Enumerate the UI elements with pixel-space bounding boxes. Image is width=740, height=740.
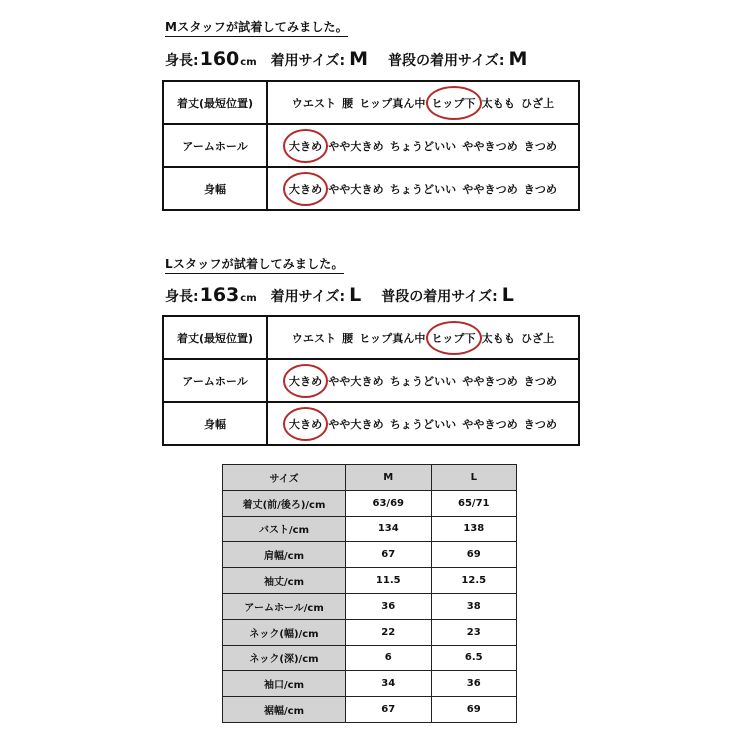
fit-row bbox=[163, 316, 579, 359]
fit-option: 太もも bbox=[481, 96, 515, 110]
fit-option: ウエスト bbox=[291, 96, 337, 110]
fit-row-options bbox=[267, 167, 579, 210]
fit-row-options bbox=[267, 124, 579, 167]
fit-option-selected: 大きめ bbox=[288, 182, 323, 196]
fit-option: やや大きめ bbox=[328, 139, 384, 153]
fit-option: ややきつめ bbox=[462, 417, 518, 431]
size-cell: 36 bbox=[346, 593, 432, 619]
size-cell: 67 bbox=[346, 542, 432, 568]
size-cell: 36 bbox=[431, 671, 517, 697]
size-row-label: 着丈(前/後ろ)/cm bbox=[223, 490, 346, 516]
size-row bbox=[223, 516, 517, 542]
fit-option: 腰 bbox=[342, 96, 354, 110]
fit-option: きつめ bbox=[523, 417, 558, 431]
size-cell: 67 bbox=[346, 697, 432, 723]
l-height-unit: cm bbox=[240, 293, 257, 304]
fit-option: やや大きめ bbox=[328, 182, 384, 196]
l-usual-value: L bbox=[501, 284, 514, 306]
fit-row-label: 着丈(最短位置) bbox=[163, 316, 267, 359]
size-table bbox=[222, 464, 517, 723]
size-header-cell: L bbox=[431, 465, 517, 491]
fit-row-label: 着丈(最短位置) bbox=[163, 81, 267, 124]
fit-option-selected: 大きめ bbox=[288, 374, 323, 388]
fit-option-selected: 大きめ bbox=[288, 417, 323, 431]
size-row bbox=[223, 542, 517, 568]
size-row-label: 袖口/cm bbox=[223, 671, 346, 697]
l-fit-table bbox=[162, 315, 580, 446]
l-staff-stats bbox=[165, 284, 534, 306]
size-row bbox=[223, 593, 517, 619]
fit-option: きつめ bbox=[523, 182, 558, 196]
m-fit-table bbox=[162, 80, 580, 211]
m-usual-value: M bbox=[508, 48, 528, 70]
size-row-label: バスト/cm bbox=[223, 516, 346, 542]
size-cell: 69 bbox=[431, 542, 517, 568]
fit-row-options bbox=[267, 402, 579, 445]
size-cell: 38 bbox=[431, 593, 517, 619]
fit-option: ややきつめ bbox=[462, 374, 518, 388]
size-cell: 34 bbox=[346, 671, 432, 697]
fit-option: ややきつめ bbox=[462, 182, 518, 196]
fit-option: やや大きめ bbox=[328, 374, 384, 388]
m-height-value: 160 bbox=[199, 48, 240, 70]
fit-row-label: アームホール bbox=[163, 124, 267, 167]
fit-option-selected: ヒップ下 bbox=[431, 96, 476, 110]
l-height-label: 身長: bbox=[165, 289, 199, 305]
size-header-cell: M bbox=[346, 465, 432, 491]
fit-row-options bbox=[267, 81, 579, 124]
fit-option: ヒップ真ん中 bbox=[359, 96, 426, 110]
size-row bbox=[223, 645, 517, 671]
size-row bbox=[223, 490, 517, 516]
size-row-label: ネック(幅)/cm bbox=[223, 619, 346, 645]
l-worn-label: 着用サイズ: bbox=[270, 289, 346, 305]
fit-row bbox=[163, 124, 579, 167]
fit-option: ちょうどいい bbox=[389, 417, 457, 431]
fit-row bbox=[163, 359, 579, 402]
m-height-unit: cm bbox=[240, 57, 257, 68]
fit-option: ひざ上 bbox=[520, 331, 555, 345]
size-header-row bbox=[223, 465, 517, 491]
l-staff-heading: Lスタッフが試着してみました。 bbox=[165, 255, 344, 274]
fit-option-selected: 大きめ bbox=[288, 139, 323, 153]
size-cell: 22 bbox=[346, 619, 432, 645]
size-cell: 65/71 bbox=[431, 490, 517, 516]
size-cell: 11.5 bbox=[346, 568, 432, 594]
l-worn-value: L bbox=[349, 284, 362, 306]
fit-option: きつめ bbox=[523, 139, 558, 153]
m-staff-heading: Mスタッフが試着してみました。 bbox=[165, 18, 348, 37]
size-row bbox=[223, 619, 517, 645]
fit-option: やや大きめ bbox=[328, 417, 384, 431]
fit-row-label: 身幅 bbox=[163, 402, 267, 445]
m-worn-label: 着用サイズ: bbox=[270, 53, 346, 69]
fit-option: きつめ bbox=[523, 374, 558, 388]
fit-row bbox=[163, 402, 579, 445]
l-height-value: 163 bbox=[199, 284, 240, 306]
size-row bbox=[223, 671, 517, 697]
size-cell: 6 bbox=[346, 645, 432, 671]
m-height-label: 身長: bbox=[165, 53, 199, 69]
size-row-label: 裾幅/cm bbox=[223, 697, 346, 723]
l-usual-label: 普段の着用サイズ: bbox=[381, 289, 498, 305]
fit-option: ややきつめ bbox=[462, 139, 518, 153]
fit-row bbox=[163, 167, 579, 210]
fit-row-options bbox=[267, 359, 579, 402]
size-cell: 6.5 bbox=[431, 645, 517, 671]
fit-row-options bbox=[267, 316, 579, 359]
fit-option: 太もも bbox=[481, 331, 515, 345]
fit-option: 腰 bbox=[342, 331, 354, 345]
m-usual-label: 普段の着用サイズ: bbox=[388, 53, 505, 69]
size-row bbox=[223, 697, 517, 723]
size-row-label: アームホール/cm bbox=[223, 593, 346, 619]
fit-option: ヒップ真ん中 bbox=[359, 331, 426, 345]
size-row-label: 袖丈/cm bbox=[223, 568, 346, 594]
fit-option: ちょうどいい bbox=[389, 139, 457, 153]
size-cell: 138 bbox=[431, 516, 517, 542]
fit-row bbox=[163, 81, 579, 124]
size-cell: 134 bbox=[346, 516, 432, 542]
size-cell: 23 bbox=[431, 619, 517, 645]
size-row-label: ネック(深)/cm bbox=[223, 645, 346, 671]
m-worn-value: M bbox=[349, 48, 369, 70]
size-header-cell: サイズ bbox=[223, 465, 346, 491]
fit-option-selected: ヒップ下 bbox=[431, 331, 476, 345]
size-cell: 63/69 bbox=[346, 490, 432, 516]
size-row-label: 肩幅/cm bbox=[223, 542, 346, 568]
size-row bbox=[223, 568, 517, 594]
fit-option: ひざ上 bbox=[520, 96, 555, 110]
fit-option: ウエスト bbox=[291, 331, 337, 345]
fit-option: ちょうどいい bbox=[389, 182, 457, 196]
fit-row-label: 身幅 bbox=[163, 167, 267, 210]
size-cell: 69 bbox=[431, 697, 517, 723]
fit-option: ちょうどいい bbox=[389, 374, 457, 388]
m-staff-stats bbox=[165, 48, 547, 70]
size-cell: 12.5 bbox=[431, 568, 517, 594]
fit-row-label: アームホール bbox=[163, 359, 267, 402]
